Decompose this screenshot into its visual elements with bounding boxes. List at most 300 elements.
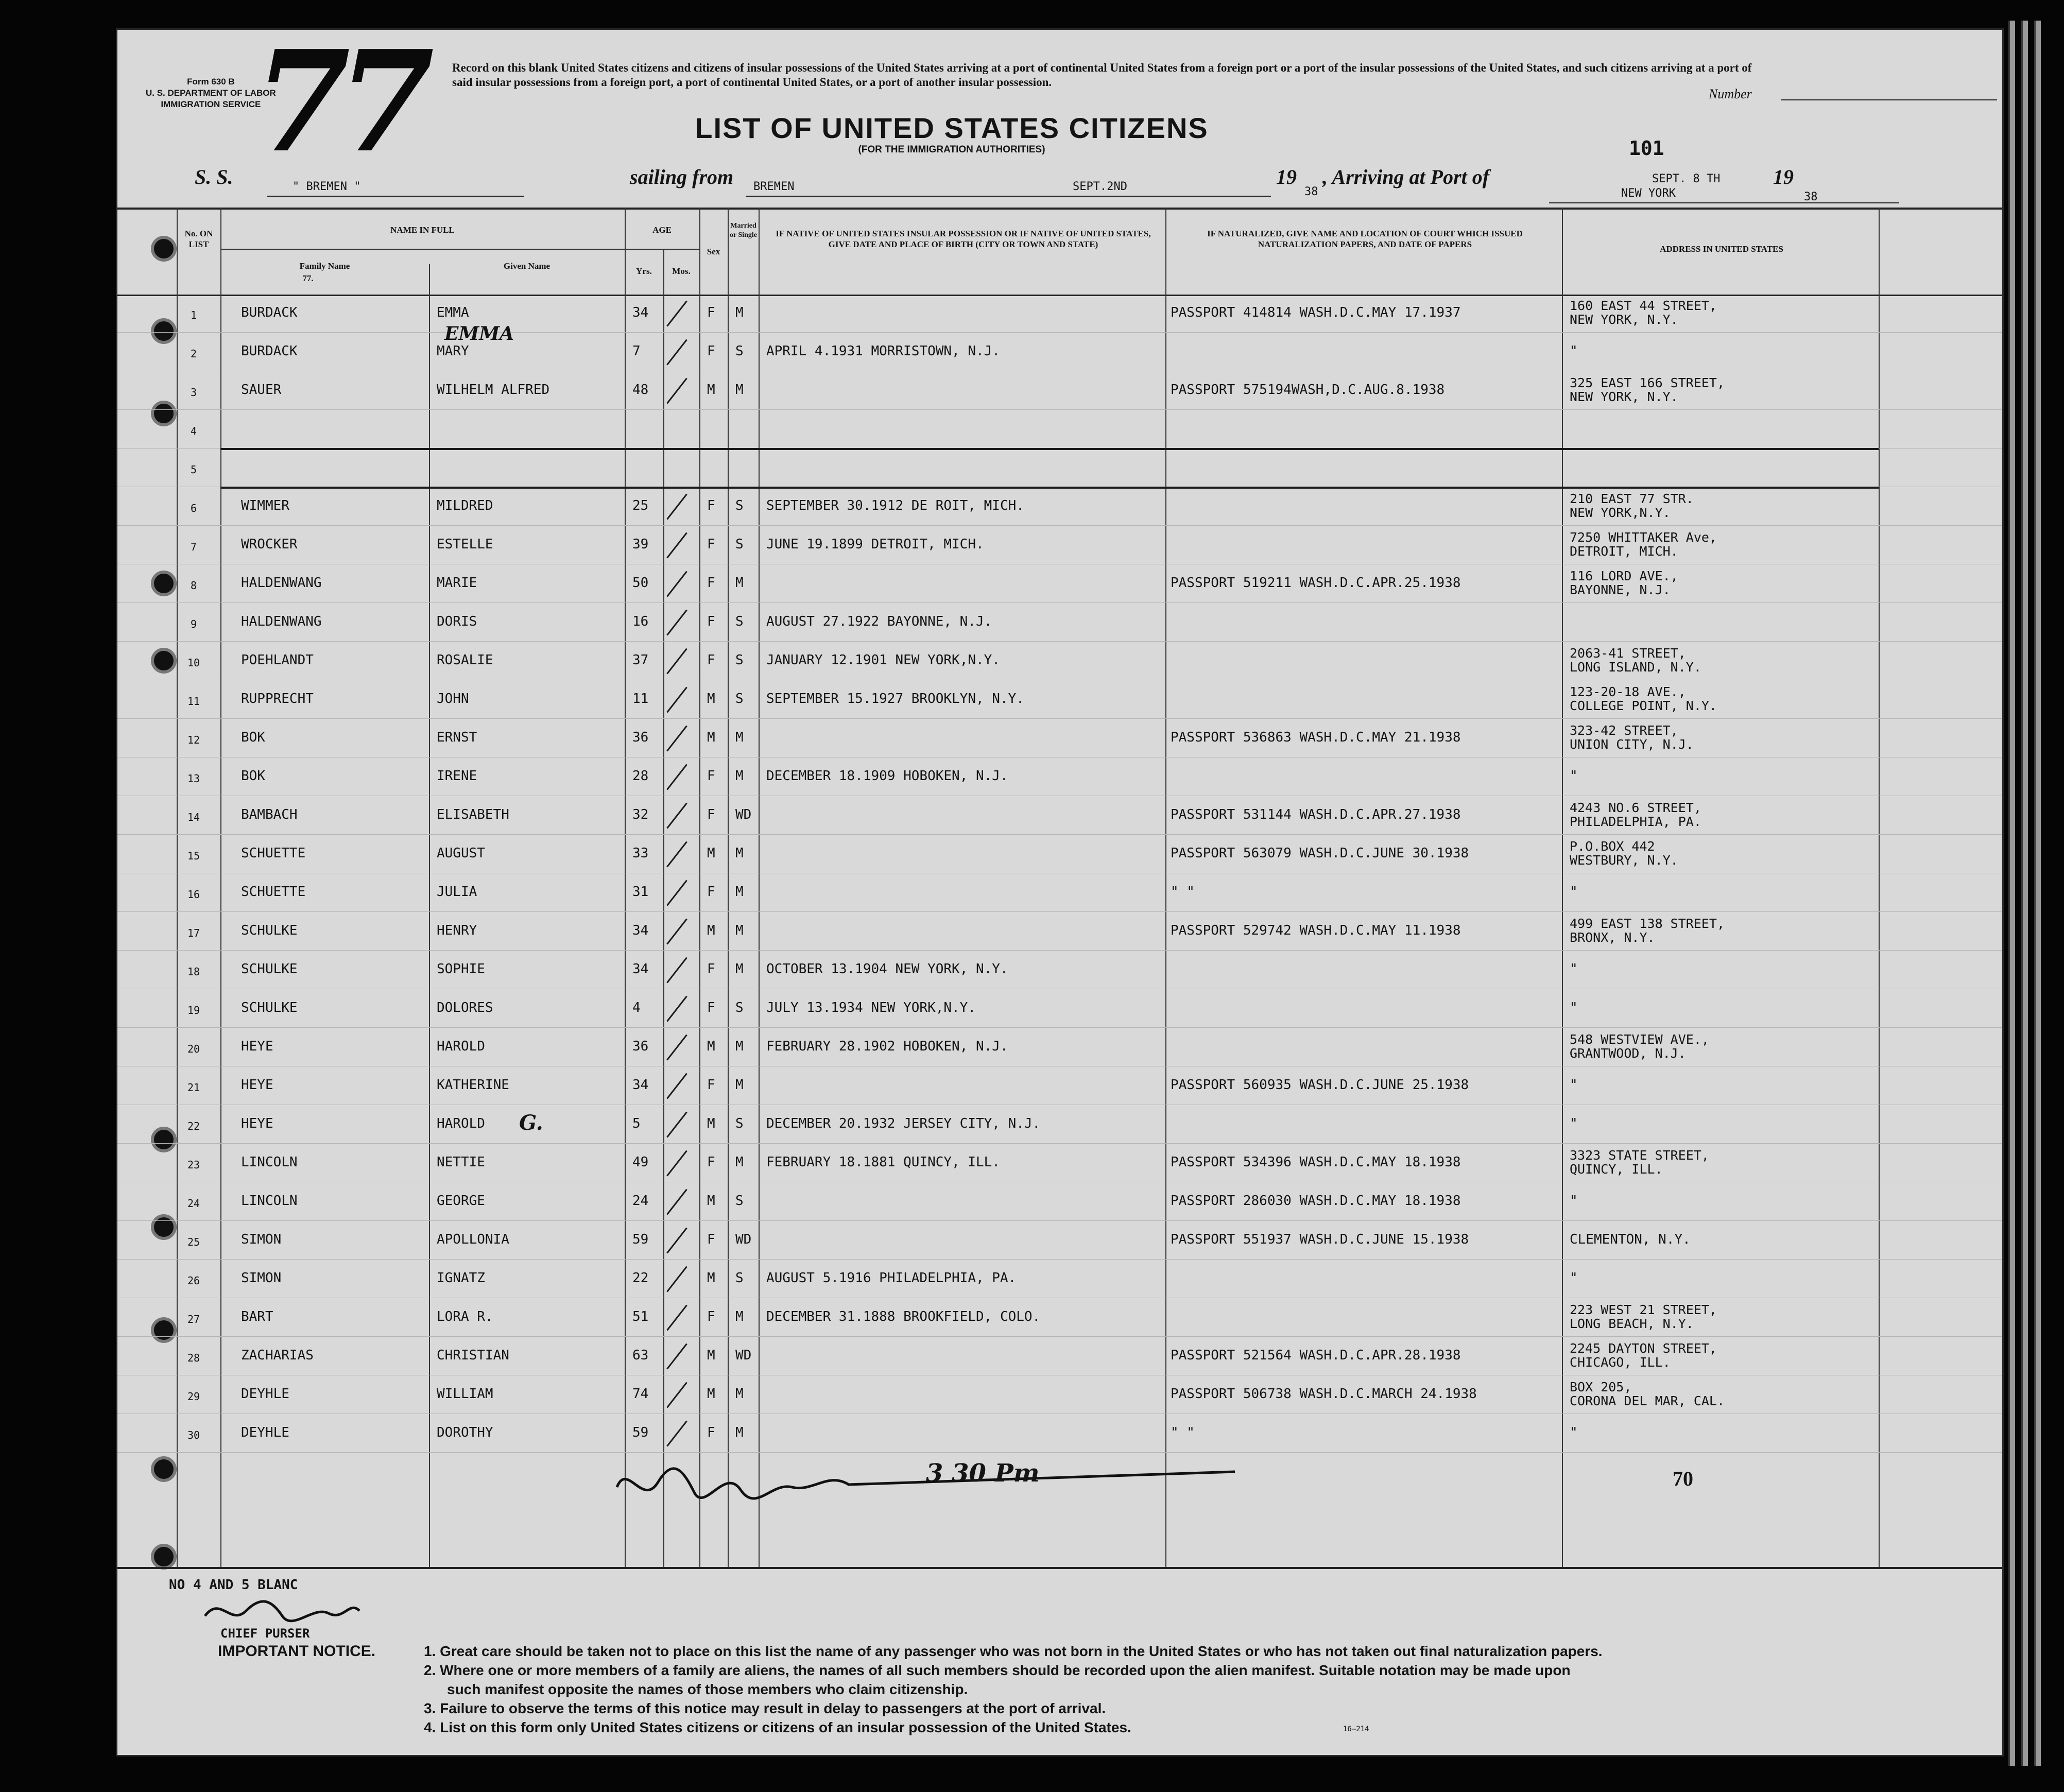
row-number: 8 [190,579,197,592]
row-number: 7 [190,541,197,553]
row-number: 2 [190,348,197,360]
sex: F [707,1000,715,1015]
given-name: MILDRED [437,498,493,513]
table-row [117,371,2002,410]
marital-status: M [735,923,744,938]
address: 3323 STATE STREET, QUINCY, ILL. [1570,1148,1709,1177]
age-years: 49 [632,1155,649,1170]
given-name: ESTELLE [437,537,493,552]
arriving-label: , Arriving at Port of [1322,165,1490,188]
row-number: 13 [187,772,200,785]
sex: F [707,768,715,784]
notice-4: 4. List on this form only United States citizens or citizens of an insular possession of the United States. [424,1719,1131,1735]
chief-purser-label: CHIEF PURSER [220,1626,310,1641]
sex: M [707,382,715,398]
header-family-name: Family Name [299,261,350,271]
given-name: SOPHIE [437,961,485,977]
sex: F [707,1425,715,1440]
family-name: SIMON [241,1232,282,1247]
table-row [117,525,2002,564]
row-number: 30 [187,1429,200,1441]
notice-label: IMPORTANT NOTICE. [218,1643,376,1660]
table-row [117,448,2002,487]
birth-info: AUGUST 5.1916 PHILADELPHIA, PA. [766,1270,1017,1286]
sex: F [707,614,715,629]
ship-name: " BREMEN " [293,180,361,193]
naturalization-papers: PASSPORT 563079 WASH.D.C.JUNE 30.1938 [1171,846,1469,861]
purser-signature [200,1590,365,1631]
header-subdivider [220,249,625,250]
tick-mark [666,1421,687,1447]
tick-mark [666,532,687,559]
family-name: SCHULKE [241,961,298,977]
address: " [1570,1116,1578,1131]
binder-hole [151,1544,177,1570]
from-port: BREMEN [753,180,795,193]
naturalization-papers: " " [1171,884,1195,900]
marital-status: WD [735,807,752,822]
table-row [117,911,2002,951]
marital-status: M [735,1309,744,1324]
family-name: SCHUETTE [241,884,306,900]
table-row [117,1143,2002,1182]
birth-info: SEPTEMBER 30.1912 DE ROIT, MICH. [766,498,1024,513]
given-name: CHRISTIAN [437,1348,509,1363]
age-years: 11 [632,691,649,707]
sex: M [707,1270,715,1286]
family-name: SIMON [241,1270,282,1286]
age-years: 36 [632,1039,649,1054]
address: " [1570,1193,1578,1209]
row-number: 26 [187,1274,200,1287]
tick-mark [666,339,687,366]
given-name: LORA R. [437,1309,493,1324]
tick-mark [666,1035,687,1061]
age-years: 34 [632,923,649,938]
table-row [117,1027,2002,1066]
given-name: JULIA [437,884,477,900]
given-name: HAROLD [437,1039,485,1054]
age-years: 51 [632,1309,649,1324]
age-years: 50 [632,575,649,591]
row-number: 27 [187,1313,200,1325]
sex: F [707,537,715,552]
family-name: HALDENWANG [241,575,322,591]
family-name: WROCKER [241,537,298,552]
naturalization-papers: PASSPORT 551937 WASH.D.C.JUNE 15.1938 [1171,1232,1469,1247]
naturalization-papers: PASSPORT 286030 WASH.D.C.MAY 18.1938 [1171,1193,1461,1209]
naturalization-papers: PASSPORT 506738 WASH.D.C.MARCH 24.1938 [1171,1386,1477,1402]
age-years: 34 [632,961,649,977]
family-name: SCHULKE [241,923,298,938]
header-subdivider [625,249,699,250]
sex: M [707,1386,715,1402]
given-name-note: EMMA [444,323,514,344]
sex: F [707,498,715,513]
given-name: ERNST [437,730,477,745]
tick-mark [666,648,687,675]
sex: F [707,1155,715,1170]
marital-status: S [735,614,744,629]
family-name: HEYE [241,1039,273,1054]
table-row [117,989,2002,1028]
family-name: WIMMER [241,498,289,513]
address: 116 LORD AVE., BAYONNE, N.J. [1570,568,1678,597]
notice-2-cont: such manifest opposite the names of those members who claim citizenship. [447,1681,968,1697]
underline [267,196,524,197]
row-number: 18 [187,966,200,978]
given-name: GEORGE [437,1193,485,1209]
table-row [117,564,2002,603]
birth-info: DECEMBER 20.1932 JERSEY CITY, N.J. [766,1116,1041,1131]
given-name: KATHERINE [437,1077,509,1093]
marital-status: M [735,961,744,977]
table-row [117,1259,2002,1298]
marital-status: M [735,1039,744,1054]
tick-mark [666,764,687,790]
manifest-page [116,28,2004,1756]
tick-mark [666,1382,687,1408]
tick-mark [666,1266,687,1293]
page-subtitle: (FOR THE IMMIGRATION AUTHORITIES) [858,144,1045,155]
row-number: 29 [187,1390,200,1403]
table-row [117,718,2002,757]
sex: M [707,1348,715,1363]
age-years: 36 [632,730,649,745]
tick-mark [666,494,687,520]
tick-mark [666,957,687,984]
sex: M [707,1116,715,1131]
tick-mark [666,378,687,404]
birth-info: DECEMBER 18.1909 HOBOKEN, N.J. [766,768,1008,784]
header-yrs: Yrs. [636,266,652,276]
header-married-single: Married or Single [729,222,758,239]
table-row [117,1182,2002,1221]
marital-status: M [735,846,744,861]
naturalization-papers: PASSPORT 531144 WASH.D.C.APR.27.1938 [1171,807,1461,822]
age-years: 31 [632,884,649,900]
row-number: 9 [190,618,197,630]
signature-scrawl [596,1451,1240,1523]
given-name: HAROLD [437,1116,485,1131]
sex: F [707,961,715,977]
naturalization-papers: PASSPORT 521564 WASH.D.C.APR.28.1938 [1171,1348,1461,1363]
given-name: WILHELM ALFRED [437,382,550,398]
age-years: 63 [632,1348,649,1363]
page-title: LIST OF UNITED STATES CITIZENS [695,112,1209,144]
address: 548 WESTVIEW AVE., GRANTWOOD, N.J. [1570,1032,1709,1061]
tick-mark [666,571,687,597]
blank-rows-note: NO 4 AND 5 BLANC [169,1577,298,1593]
table-row [117,1414,2002,1453]
given-name-note: G. [519,1111,543,1135]
age-years: 37 [632,652,649,668]
sex: M [707,1193,715,1209]
marital-status: S [735,498,744,513]
header-given-name: Given Name [503,261,551,271]
naturalization-papers: PASSPORT 560935 WASH.D.C.JUNE 25.1938 [1171,1077,1469,1093]
arrival-port: NEW YORK [1621,187,1676,200]
address: 2063-41 STREET, LONG ISLAND, N.Y. [1570,646,1701,675]
address: 223 WEST 21 STREET, LONG BEACH, N.Y. [1570,1302,1717,1331]
marital-status: S [735,1193,744,1209]
year-suffix: 38 [1304,185,1318,198]
tick-mark [666,726,687,752]
address: 325 EAST 166 STREET, NEW YORK, N.Y. [1570,375,1725,404]
tick-mark [666,919,687,945]
row-number: 24 [187,1197,200,1210]
page-number: 101 [1629,137,1664,160]
sailing-label: sailing from [630,165,734,188]
family-name: RUPPRECHT [241,691,314,707]
page-edge [2034,21,2041,1766]
age-years: 39 [632,537,649,552]
sex: F [707,1077,715,1093]
marital-status: S [735,652,744,668]
page-edge [2021,21,2028,1766]
marital-status: M [735,1077,744,1093]
row-number: 11 [187,695,200,708]
naturalization-papers: PASSPORT 529742 WASH.D.C.MAY 11.1938 [1171,923,1461,938]
print-code: 16—214 [1343,1725,1369,1733]
row-number: 22 [187,1120,200,1132]
given-name: ROSALIE [437,652,493,668]
notice-2: 2. Where one or more members of a family are aliens, the names of all such members should be recorded upon the alien manifest. Suitable notation may be made upon [424,1662,1571,1678]
naturalization-papers: PASSPORT 534396 WASH.D.C.MAY 18.1938 [1171,1155,1461,1170]
number-line [1781,99,1997,100]
form-code-line: IMMIGRATION SERVICE [161,99,261,109]
sex: F [707,1232,715,1247]
marital-status: M [735,768,744,784]
family-name: HEYE [241,1116,273,1131]
sex: F [707,1309,715,1324]
naturalization-papers: PASSPORT 414814 WASH.D.C.MAY 17.1937 [1171,305,1461,320]
header-no-on-list: No. ON LIST [184,229,213,249]
sex: M [707,923,715,938]
address: 210 EAST 77 STR. NEW YORK,N.Y. [1570,491,1694,520]
tick-mark [666,610,687,636]
row-number: 6 [190,502,197,514]
given-name: APOLLONIA [437,1232,509,1247]
address: CLEMENTON, N.Y. [1570,1232,1691,1247]
address: " [1570,1425,1578,1440]
sex: F [707,652,715,668]
family-name: BOK [241,730,265,745]
marital-status: M [735,730,744,745]
marital-status: M [735,382,744,398]
year-prefix: 19 [1276,165,1297,188]
underline [962,196,1271,197]
given-name: DORIS [437,614,477,629]
table-row [117,602,2002,642]
table-row [117,757,2002,796]
tick-mark [666,1189,687,1215]
age-years: 5 [632,1116,641,1131]
form-code-line: Form 630 B [187,77,235,87]
row-number: 5 [190,463,197,476]
row-number: 17 [187,927,200,939]
address: 323-42 STREET, UNION CITY, N.J. [1570,723,1694,752]
table-row [117,1375,2002,1414]
given-name: IRENE [437,768,477,784]
given-name: AUGUST [437,846,485,861]
family-name: SAUER [241,382,282,398]
age-years: 4 [632,1000,641,1015]
table-row [117,1336,2002,1375]
family-name: LINCOLN [241,1193,298,1209]
age-years: 7 [632,343,641,359]
given-name: MARIE [437,575,477,591]
arrival-date: SEPT. 8 TH [1652,173,1721,185]
given-name: MARY [437,343,469,359]
total-count: 70 [1673,1467,1693,1490]
family-name: BURDACK [241,305,298,320]
address: " [1570,884,1578,900]
notice-3: 3. Failure to observe the terms of this notice may result in delay to passengers at the port of arrival. [424,1700,1106,1716]
header-name-in-full: NAME IN FULL [390,225,455,235]
family-name: HALDENWANG [241,614,322,629]
row-number: 15 [187,850,200,862]
marital-status: WD [735,1232,752,1247]
header-sex: Sex [707,247,720,256]
row-number: 28 [187,1352,200,1364]
address: " [1570,1077,1578,1093]
age-years: 74 [632,1386,649,1402]
row-number: 1 [190,309,197,321]
marital-status: S [735,691,744,707]
address: 2245 DAYTON STREET, CHICAGO, ILL. [1570,1341,1717,1370]
address: " [1570,768,1578,784]
sex: F [707,343,715,359]
birth-info: SEPTEMBER 15.1927 BROOKLYN, N.Y. [766,691,1024,707]
tick-mark [666,841,687,868]
tick-mark [666,1343,687,1370]
tick-mark [666,1228,687,1254]
given-name: JOHN [437,691,469,707]
marital-status: M [735,884,744,900]
table-row [117,796,2002,835]
header-age: AGE [652,225,672,235]
sex: M [707,1039,715,1054]
marital-status: M [735,1386,744,1402]
family-name: HEYE [241,1077,273,1093]
sex: F [707,305,715,320]
age-years: 34 [632,305,649,320]
address: " [1570,1270,1578,1286]
given-name: NETTIE [437,1155,485,1170]
sex: M [707,691,715,707]
birth-info: APRIL 4.1931 MORRISTOWN, N.J. [766,343,1000,359]
header-native-birth: IF NATIVE OF UNITED STATES INSULAR POSSESSION OR IF NATIVE OF UNITED STATES, GIVE DATE AND PLACE OF BIRTH (CITY OR TOWN AND STATE) [776,229,1151,249]
age-years: 24 [632,1193,649,1209]
address: " [1570,1000,1578,1015]
underline [746,196,962,197]
family-name: ZACHARIAS [241,1348,314,1363]
naturalization-papers: " " [1171,1425,1195,1440]
marital-status: M [735,1155,744,1170]
marital-status: M [735,305,744,320]
table-row [117,834,2002,873]
family-name: BOK [241,768,265,784]
tick-mark [666,1073,687,1099]
age-years: 34 [632,1077,649,1093]
sex: M [707,846,715,861]
age-years: 32 [632,807,649,822]
handwritten-list-number: 77 [254,28,422,183]
given-name: IGNATZ [437,1270,485,1286]
blank-row-line [220,448,1879,450]
underline [1549,202,1899,203]
family-name: DEYHLE [241,1425,289,1440]
tick-mark [666,803,687,829]
address: 499 EAST 138 STREET, BRONX, N.Y. [1570,916,1725,945]
sex: F [707,884,715,900]
address: " [1570,343,1578,359]
row-number: 12 [187,734,200,746]
tick-mark [666,1112,687,1138]
marital-status: M [735,575,744,591]
tick-mark [666,301,687,327]
arrival-year-prefix: 19 [1773,165,1794,188]
number-label: Number [1709,87,1752,101]
table-row [117,1220,2002,1260]
age-years: 59 [632,1425,649,1440]
header-address: ADDRESS IN UNITED STATES [1660,244,1783,254]
table-row [117,1066,2002,1105]
row-number: 16 [187,888,200,901]
birth-info: JULY 13.1934 NEW YORK,N.Y. [766,1000,976,1015]
form-code-line: U. S. DEPARTMENT OF LABOR [146,88,276,98]
birth-info: OCTOBER 13.1904 NEW YORK, N.Y. [766,961,1008,977]
header-mos: Mos. [672,266,691,276]
address: 123-20-18 AVE., COLLEGE POINT, N.Y. [1570,684,1717,713]
family-name: BAMBACH [241,807,298,822]
given-name: DOROTHY [437,1425,493,1440]
table-row [117,1105,2002,1144]
given-name: HENRY [437,923,477,938]
address: 7250 WHITTAKER Ave, DETROIT, MICH. [1570,530,1717,559]
header-naturalized: IF NATURALIZED, GIVE NAME AND LOCATION OF COURT WHICH ISSUED NATURALIZATION PAPERS, AND DATE OF PAPERS [1207,229,1523,249]
given-name: ELISABETH [437,807,509,822]
family-name: SCHULKE [241,1000,298,1015]
header-family-note: 77. [302,273,314,283]
family-name: LINCOLN [241,1155,298,1170]
instructions-text: Record on this blank United States citizens and citizens of insular possessions of the United States arriving at a port of continental United States from a foreign port or a port of the insular possessions of the United States, and such citizens arriving at a port of said insular possessions from a foreign port, a port of continental United States, or a port of another insular possession. [452,61,1752,89]
row-number: 25 [187,1236,200,1248]
birth-info: JANUARY 12.1901 NEW YORK,N.Y. [766,652,1000,668]
tick-mark [666,880,687,906]
table-row [117,323,2002,371]
address: P.O.BOX 442 WESTBURY, N.Y. [1570,839,1678,868]
ss-label: S. S. [195,165,233,188]
age-years: 28 [632,768,649,784]
address: 4243 NO.6 STREET, PHILADELPHIA, PA. [1570,800,1701,829]
family-name: SCHUETTE [241,846,306,861]
marital-status: M [735,1425,744,1440]
naturalization-papers: PASSPORT 575194WASH,D.C.AUG.8.1938 [1171,382,1445,398]
row-number: 3 [190,386,197,399]
age-years: 22 [632,1270,649,1286]
row-number: 4 [190,425,197,437]
tick-mark [666,996,687,1022]
birth-info: JUNE 19.1899 DETROIT, MICH. [766,537,984,552]
birth-info: FEBRUARY 28.1902 HOBOKEN, N.J. [766,1039,1008,1054]
table-row [117,487,2002,526]
page-edge [2008,21,2015,1766]
address: BOX 205, CORONA DEL MAR, CAL. [1570,1380,1725,1408]
birth-info: AUGUST 27.1922 BAYONNE, N.J. [766,614,992,629]
table-row [117,680,2002,719]
